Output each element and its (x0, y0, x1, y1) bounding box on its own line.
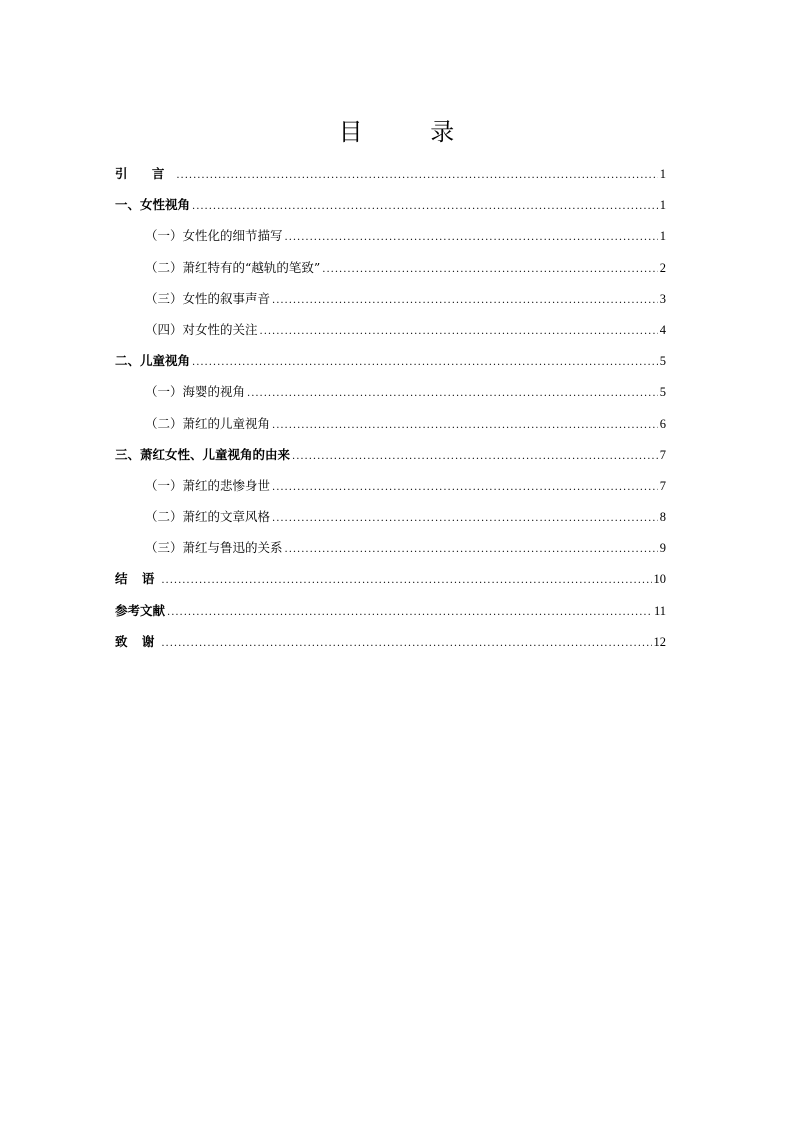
toc-entry-section-3[interactable] (115, 439, 666, 470)
toc-entry-section-3-1[interactable] (115, 470, 666, 501)
toc-entry-label: 二、儿童视角 (115, 353, 191, 369)
toc-dot-leader (272, 472, 658, 503)
toc-entry-label: （二）萧红特有的“越轨的笔致” (145, 259, 321, 275)
toc-page-number: 3 (659, 291, 666, 306)
toc-entry-conclusion[interactable] (115, 563, 666, 594)
toc-entry-label: （一）萧红的悲惨身世 (145, 477, 271, 493)
table-of-contents (115, 158, 666, 657)
toc-entry-references[interactable] (115, 595, 666, 626)
toc-entry-section-2[interactable] (115, 345, 666, 376)
toc-dot-leader (285, 222, 658, 253)
toc-page-number: 5 (659, 385, 666, 400)
toc-page-number: 7 (659, 447, 666, 462)
toc-entry-label: （四）对女性的关注 (145, 321, 258, 337)
toc-dot-leader (192, 191, 658, 222)
toc-page-number: 5 (659, 354, 666, 369)
toc-dot-leader (161, 628, 651, 659)
toc-dot-leader (260, 316, 658, 347)
toc-dot-leader (285, 534, 658, 565)
toc-entry-section-1-4[interactable] (115, 314, 666, 345)
toc-dot-leader (272, 503, 658, 534)
toc-dot-leader (247, 378, 658, 409)
toc-entry-label: 引 言 (115, 166, 175, 181)
toc-entry-label: 结 语 (115, 571, 160, 587)
toc-entry-acknowledgements[interactable] (115, 626, 666, 657)
toc-page-number: 12 (653, 634, 666, 649)
toc-entry-section-1-1[interactable] (115, 220, 666, 251)
toc-page-number: 1 (659, 198, 666, 213)
toc-dot-leader (161, 565, 651, 596)
toc-page-number: 2 (659, 260, 666, 275)
toc-entry-label: （二）萧红的文章风格 (145, 509, 271, 525)
toc-entry-section-2-1[interactable] (115, 376, 666, 407)
toc-entry-section-1[interactable] (115, 189, 666, 220)
toc-entry-label: （二）萧红的儿童视角 (145, 415, 271, 431)
toc-dot-leader (192, 347, 658, 378)
toc-entry-label: （一）女性化的细节描写 (145, 228, 283, 244)
toc-entry-section-2-2[interactable] (115, 408, 666, 439)
toc-page-number: 8 (659, 510, 666, 525)
toc-dot-leader (322, 254, 657, 285)
toc-entry-label: （三）萧红与鲁迅的关系 (145, 540, 283, 556)
page-title: 目 录 (338, 118, 485, 147)
toc-page-number: 7 (659, 478, 666, 493)
toc-dot-leader (272, 410, 658, 441)
toc-entry-section-3-2[interactable] (115, 501, 666, 532)
toc-entry-section-3-3[interactable] (115, 532, 666, 563)
toc-entry-label: （三）女性的叙事声音 (145, 290, 271, 306)
toc-page-number: 6 (659, 416, 666, 431)
toc-page-number: 11 (653, 603, 666, 618)
toc-page-number: 1 (659, 167, 666, 181)
toc-page-number: 1 (659, 229, 666, 244)
toc-dot-leader (176, 160, 657, 191)
toc-entry-introduction[interactable] (115, 158, 666, 189)
toc-entry-label: 三、萧红女性、儿童视角的由来 (115, 446, 291, 462)
toc-entry-label: 参考文献 (115, 602, 166, 618)
toc-dot-leader (167, 597, 652, 628)
toc-dot-leader (292, 441, 658, 472)
toc-entry-label: 一、女性视角 (115, 197, 191, 213)
toc-page-number: 9 (659, 541, 666, 556)
toc-dot-leader (272, 285, 658, 316)
toc-entry-label: 致 谢 (115, 633, 160, 649)
toc-entry-label: （一）海婴的视角 (145, 384, 246, 400)
toc-page-number: 4 (659, 322, 666, 337)
toc-page-number: 10 (653, 572, 666, 587)
toc-entry-section-1-3[interactable] (115, 283, 666, 314)
toc-entry-section-1-2[interactable] (115, 252, 666, 283)
